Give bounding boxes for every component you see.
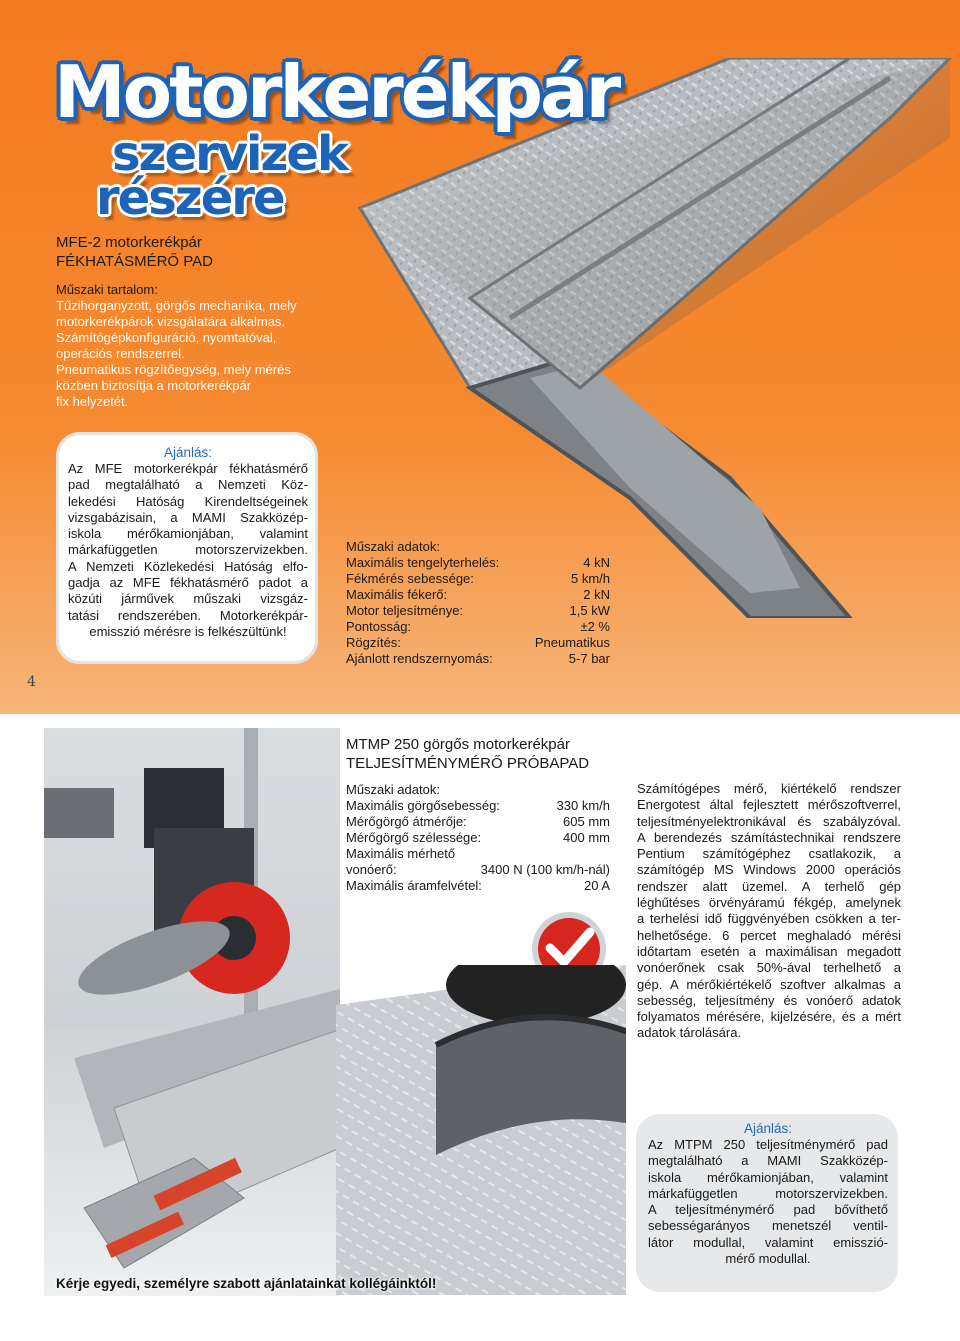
spec-row: Motor teljesítménye: 1,5 kW <box>346 603 610 618</box>
mfe-recommendation: Ajánlás: Az MFE motorkerékpár fékhatásmérő pad megtalálható a Nemzeti Köz- lekedési Hatóság Kirendeltségeinek vizsgabázisain, a MAMI Szakközép- iskola mérőkamionjában, valamint márkafüggetlen motorszervizekben. A Nemzeti Közlekedési Hatóság elfo- gadja az MFE fékhatásmérő padot a közúti járművek műszaki vizsgáz- tatási rendszerében. Motorkerékpár- emisszió mérésre is felkészültünk! <box>68 445 308 639</box>
spec-row: Maximális mérhető <box>346 846 456 861</box>
headline-motorkerekpar: Motorkerékpár <box>54 50 619 134</box>
spec-row: Maximális fékerő: 2 kN <box>346 587 610 602</box>
headline-reszere: részére <box>96 170 284 226</box>
spec-row: Fékmérés sebessége: 5 km/h <box>346 571 610 586</box>
mfe-contents: Műszaki tartalom: Tűzihorganyzott, görgős mechanika, mely motorkerékpárok vizsgálatára alkalmas. Számítógépkonfiguráció, nyomtatóval, operációs rendszerrel. Pneumatikus rögzítőegység, mely mérés közben biztosítja a motorkerékpár fix helyzetét. <box>56 282 326 410</box>
mtmp-recommendation-heading: Ajánlás: <box>743 1121 793 1136</box>
spec-row: Rögzítés: Pneumatikus <box>346 635 610 650</box>
roller-photo <box>336 965 626 1295</box>
mfe-title: MFE-2 motorkerékpár FÉKHATÁSMÉRŐ PAD <box>56 234 213 270</box>
spec-row: Maximális görgősebesség: 330 km/h <box>346 798 610 813</box>
mtmp-description: Számítógépes mérő, kiértékelő rendszer Energotest által fejlesztett mérőszoftverrel, teljesítményelektronikával és szabályzóval. A berendezés számítástechnikai rendszere Pentium számítógéphez csatlakozik, a számítógép MS Windows 2000 operációs rendszer alatt üzemel. A terhelő gép léghűtéses örvényáramú fékgép, amelynek a terhelési idő függvényében csökken a ter- helhetősége. 6 percet meghaladó mérési időtartam esetén a maximálisan megadott vonóerőnek csak 50%-ával terhelhető a gép. A mérőkiértékelő szoftver alkalmas a sebesség, teljesítmény és vonóerő adatok folyamatos mérésére, kijelzésére, és a mért adatok tárolására. <box>637 781 901 1041</box>
mtmp-specs <box>346 782 610 894</box>
mtmp-title: MTMP 250 görgős motorkerékpár TELJESÍTMÉNYMÉRŐ PRÓBAPAD <box>346 736 590 772</box>
mfe-contents-heading: Műszaki tartalom: <box>56 282 158 297</box>
brake-pad-photo <box>330 58 960 618</box>
headline-szervizek: szervizek <box>112 126 347 182</box>
spec-row: Pontosság: ±2 % <box>346 619 610 634</box>
mfe-recommendation-heading: Ajánlás: <box>163 445 213 460</box>
mtmp-specs-heading: Műszaki adatok: <box>346 782 440 797</box>
dyno-photo <box>44 728 340 1296</box>
spec-row: Maximális áramfelvétel: 20 A <box>346 878 610 893</box>
spec-row: Mérőgörgő szélessége: 400 mm <box>346 830 610 845</box>
footer-note: Kérje egyedi, személyre szabott ajánlatainkat kollégáinktól! <box>56 1276 437 1291</box>
mtmp-recommendation: Ajánlás: Az MTPM 250 teljesítménymérő pad megtalálható a MAMI Szakközép- iskola mérőkamionjában, valamint márkafüggetlen motorszervizekben. A teljesítménymérő pad bővíthető sebességarányos menetszél ventil- látor modullal, valamint emisszió- mérő modullal. <box>648 1121 888 1267</box>
page-number: 4 <box>27 674 36 690</box>
spec-row: Ajánlott rendszernyomás: 5-7 bar <box>346 651 610 666</box>
mfe-specs-heading: Műszaki adatok: <box>346 539 440 554</box>
spec-row: vonóerő: 3400 N (100 km/h-nál) <box>346 862 610 877</box>
spec-row: Maximális tengelyterhelés: 4 kN <box>346 555 610 570</box>
spec-row: Mérőgörgő átmérője: 605 mm <box>346 814 610 829</box>
mfe-specs <box>346 539 610 667</box>
